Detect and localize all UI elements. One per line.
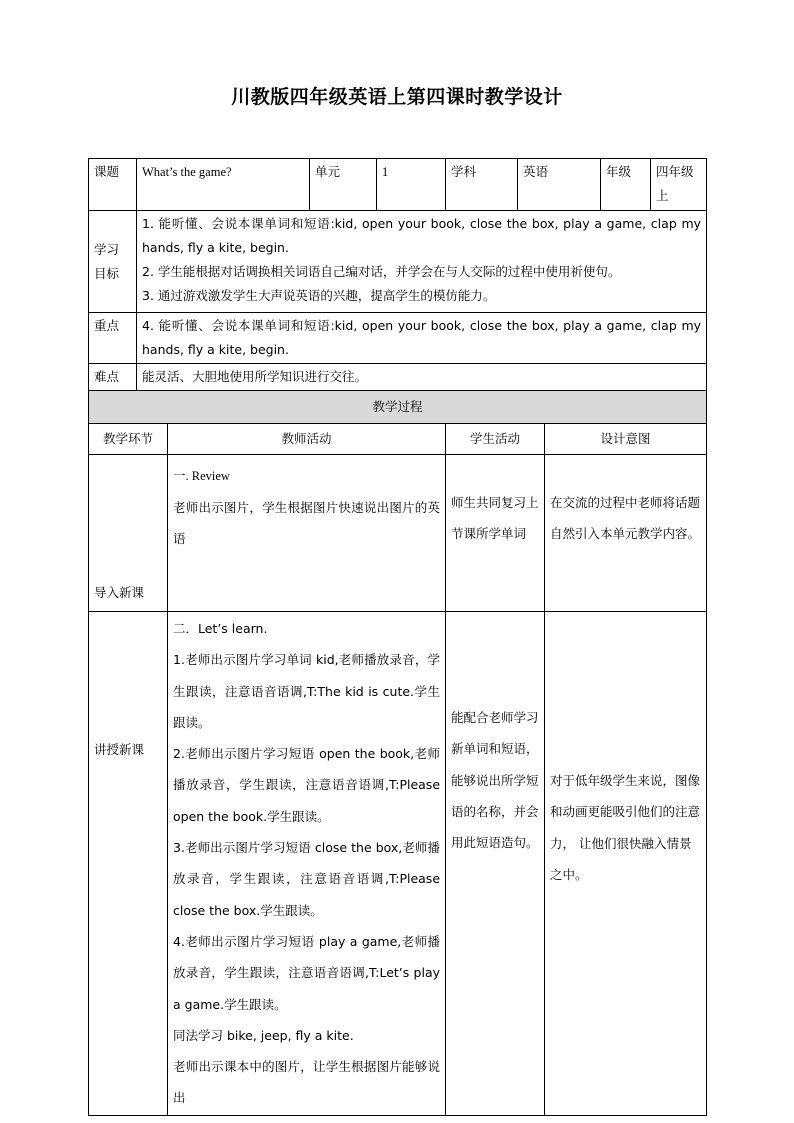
intent-cell: 对于低年级学生来说，图像和动画更能吸引他们的注意力， 让他们很快融入情景之中。 <box>545 612 707 1116</box>
objectives-content <box>137 211 707 313</box>
teacher-cell <box>168 455 446 612</box>
process-header-row <box>89 391 707 424</box>
key-points-row <box>89 313 707 364</box>
teacher-line: 二．Let’s learn. <box>173 621 268 636</box>
objective-item: 1. 能听懂、会说本课单词和短语:kid, open your book, close the box, play a game, clap my hands, fly a kite, begin. <box>142 216 702 255</box>
difficulties-label: 难点 <box>89 364 137 391</box>
teacher-line: 老师出示课本中的图片，让学生根据图片能够说出 <box>173 1059 441 1106</box>
difficulties-text: 能灵活、大胆地使用所学知识进行交往。 <box>137 364 707 391</box>
process-row-new-lesson <box>89 612 707 1116</box>
column-student: 学生活动 <box>446 424 545 455</box>
teacher-line: 老师出示图片，学生根据图片快速说出图片的英语 <box>173 500 441 546</box>
column-intent: 设计意图 <box>545 424 707 455</box>
stage-cell: 讲授新课 <box>89 612 168 1116</box>
key-points-label: 重点 <box>89 313 137 364</box>
objective-item: 3. 通过游戏激发学生大声说英语的兴趣，提高学生的模仿能力。 <box>142 288 496 303</box>
teacher-line: 一. Review <box>173 469 230 483</box>
grade-value: 四年级上 <box>651 159 707 211</box>
student-cell: 师生共同复习上节课所学单词 <box>446 455 545 612</box>
subject-value: 英语 <box>518 159 601 211</box>
unit-value: 1 <box>377 159 446 211</box>
subject-label: 学科 <box>446 159 518 211</box>
stage-cell: 导入新课 <box>89 455 168 612</box>
lesson-plan-table <box>88 158 707 1116</box>
process-header: 教学过程 <box>89 391 707 424</box>
difficulties-row <box>89 364 707 391</box>
process-row-intro <box>89 455 707 612</box>
student-cell: 能配合老师学习新单词和短语，能够说出所学短语的名称，并会用此短语造句。 <box>446 612 545 1116</box>
teacher-line: 4.老师出示图片学习短语 play a game,老师播放录音，学生跟读，注意语音语调,T:Let’s play a game.学生跟读。 <box>173 933 441 1012</box>
process-columns-row <box>89 424 707 455</box>
objectives-row <box>89 211 707 313</box>
teacher-cell <box>168 612 446 1116</box>
teacher-line: 同法学习 bike, jeep, fly a kite. <box>173 1027 354 1043</box>
objective-item: 2. 学生能根据对话调换相关词语自己编对话，并学会在与人交际的过程中使用祈使句。 <box>142 264 621 279</box>
intent-cell: 在交流的过程中老师将话题自然引入本单元教学内容。 <box>545 455 707 612</box>
topic-label: 课题 <box>89 159 137 211</box>
grade-label: 年级 <box>601 159 651 211</box>
info-row <box>89 159 707 211</box>
objectives-label: 学习目标 <box>89 211 137 313</box>
topic-value: What’s the game? <box>137 159 310 211</box>
teacher-line: 1.老师出示图片学习单词 kid,老师播放录音，学生跟读，注意语音语调,T:The kid is cute.学生跟读。 <box>173 652 441 730</box>
page-title: 川教版四年级英语上第四课时教学设计 <box>231 86 563 108</box>
unit-label: 单元 <box>310 159 377 211</box>
key-points-text: 4. 能听懂、会说本课单词和短语:kid, open your book, close the box, play a game, clap my hands, fly a kite, begin. <box>137 313 707 364</box>
column-teacher: 教师活动 <box>168 424 446 455</box>
column-stage: 教学环节 <box>89 424 168 455</box>
teacher-line: 2.老师出示图片学习短语 open the book,老师播放录音，学生跟读，注意语音语调,T:Please open the book.学生跟读。 <box>173 746 441 824</box>
teacher-line: 3.老师出示图片学习短语 close the box,老师播放录音，学生跟读，注意语音语调,T:Please close the box.学生跟读。 <box>173 840 441 918</box>
